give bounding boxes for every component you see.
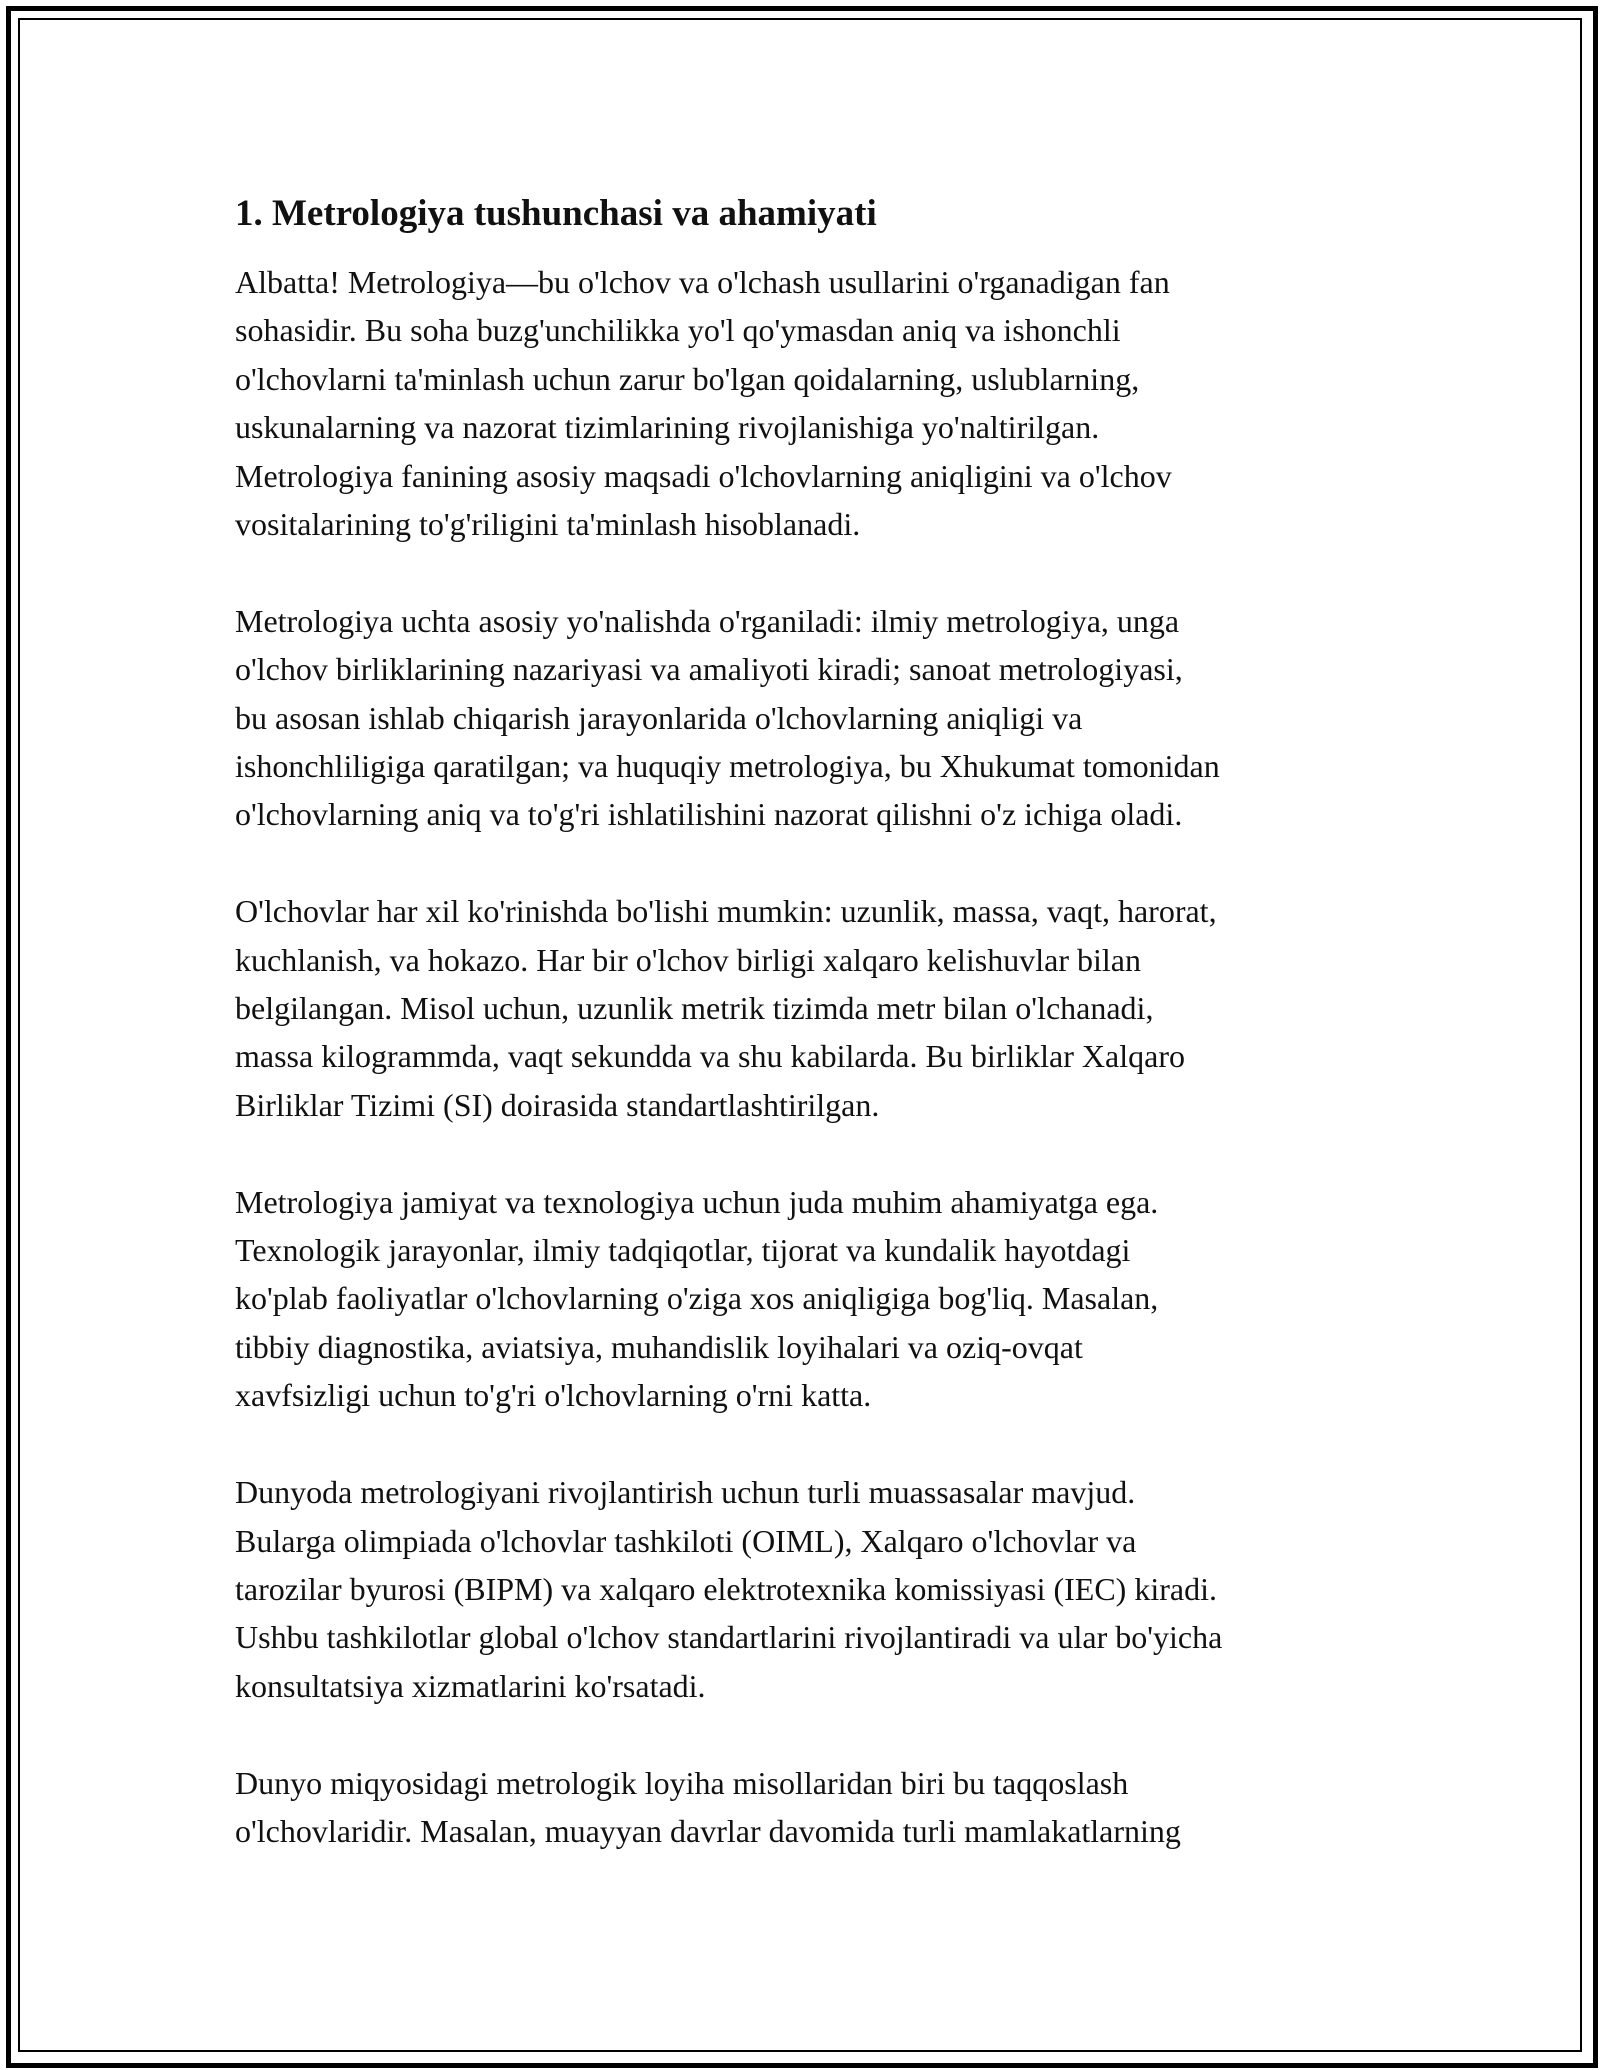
text-line: ko'plab faoliyatlar o'lchovlarning o'ziga xos aniqligiga bog'liq. Masalan, — [235, 1280, 1159, 1317]
text-line: konsultatsiya xizmatlarini ko'rsatadi. — [235, 1667, 706, 1704]
text-line: Metrologiya jamiyat va texnologiya uchun juda muhim ahamiyatga ega. — [235, 1183, 1159, 1220]
text-line: kuchlanish, va hokazo. Har bir o'lchov birligi xalqaro kelishuvlar bilan — [235, 941, 1141, 978]
section-title: 1. Metrologiya tushunchasi va ahamiyati — [235, 193, 877, 234]
text-line: tibbiy diagnostika, aviatsiya, muhandislik loyihalari va oziq-ovqat — [235, 1328, 1083, 1365]
paragraph-importance — [235, 1178, 1380, 1420]
text-line: vositalarining to'g'riligini ta'minlash hisoblanadi. — [235, 506, 861, 543]
text-line: Texnologik jarayonlar, ilmiy tadqiqotlar, tijorat va kundalik hayotdagi — [235, 1232, 1131, 1269]
text-line: Ushbu tashkilotlar global o'lchov standartlarini rivojlantiradi va ular bo'yicha — [235, 1619, 1223, 1656]
text-line: Dunyo miqyosidagi metrologik loyiha misollaridan biri bu taqqoslash — [235, 1764, 1129, 1801]
text-line: massa kilogrammda, vaqt sekundda va shu kabilarda. Bu birliklar Xalqaro — [235, 1038, 1185, 1075]
paragraph-institutions — [235, 1468, 1380, 1710]
paragraph-global-projects — [235, 1759, 1380, 1856]
text-line: o'lchov birliklarining nazariyasi va amaliyoti kiradi; sanoat metrologiyasi, — [235, 651, 1183, 688]
text-line: O'lchovlar har xil ko'rinishda bo'lishi mumkin: uzunlik, massa, vaqt, harorat, — [235, 893, 1217, 930]
text-line: sohasidir. Bu soha buzg'unchilikka yo'l qo'ymasdan aniq va ishonchli — [235, 312, 1121, 349]
paragraph-units — [235, 887, 1380, 1129]
text-line: belgilangan. Misol uchun, uzunlik metrik tizimda metr bilan o'lchanadi, — [235, 990, 1154, 1027]
paragraph-directions — [235, 597, 1380, 839]
text-line: o'lchovlarni ta'minlash uchun zarur bo'lgan qoidalarning, uslublarning, — [235, 360, 1140, 397]
text-line: o'lchovlaridir. Masalan, muayyan davrlar davomida turli mamlakatlarning — [235, 1812, 1181, 1849]
text-line: Metrologiya uchta asosiy yo'nalishda o'rganiladi: ilmiy metrologiya, unga — [235, 602, 1180, 639]
document-body — [235, 186, 1380, 1904]
text-line: xavfsizligi uchun to'g'ri o'lchovlarning o'rni katta. — [235, 1377, 872, 1414]
paragraph-definition — [235, 258, 1380, 548]
text-line: Metrologiya fanining asosiy maqsadi o'lchovlarning aniqligini va o'lchov — [235, 457, 1172, 494]
text-line: Dunyoda metrologiyani rivojlantirish uchun turli muassasalar mavjud. — [235, 1474, 1136, 1511]
text-line: o'lchovlarning aniq va to'g'ri ishlatilishini nazorat qilishni o'z ichiga oladi. — [235, 796, 1183, 833]
text-line: Bularga olimpiada o'lchovlar tashkiloti (OIML), Xalqaro o'lchovlar va — [235, 1522, 1137, 1559]
text-line: tarozilar byurosi (BIPM) va xalqaro elektrotexnika komissiyasi (IEC) kiradi. — [235, 1570, 1217, 1607]
text-line: bu asosan ishlab chiqarish jarayonlarida o'lchovlarning aniqligi va — [235, 699, 1083, 736]
text-line: uskunalarning va nazorat tizimlarining rivojlanishiga yo'naltirilgan. — [235, 409, 1100, 446]
text-line: Albatta! Metrologiya—bu o'lchov va o'lchash usullarini o'rganadigan fan — [235, 264, 1170, 300]
text-line: ishonchliligiga qaratilgan; va huquqiy metrologiya, bu Xhukumat tomonidan — [235, 748, 1220, 785]
text-line: Birliklar Tizimi (SI) doirasida standartlashtirilgan. — [235, 1086, 880, 1123]
